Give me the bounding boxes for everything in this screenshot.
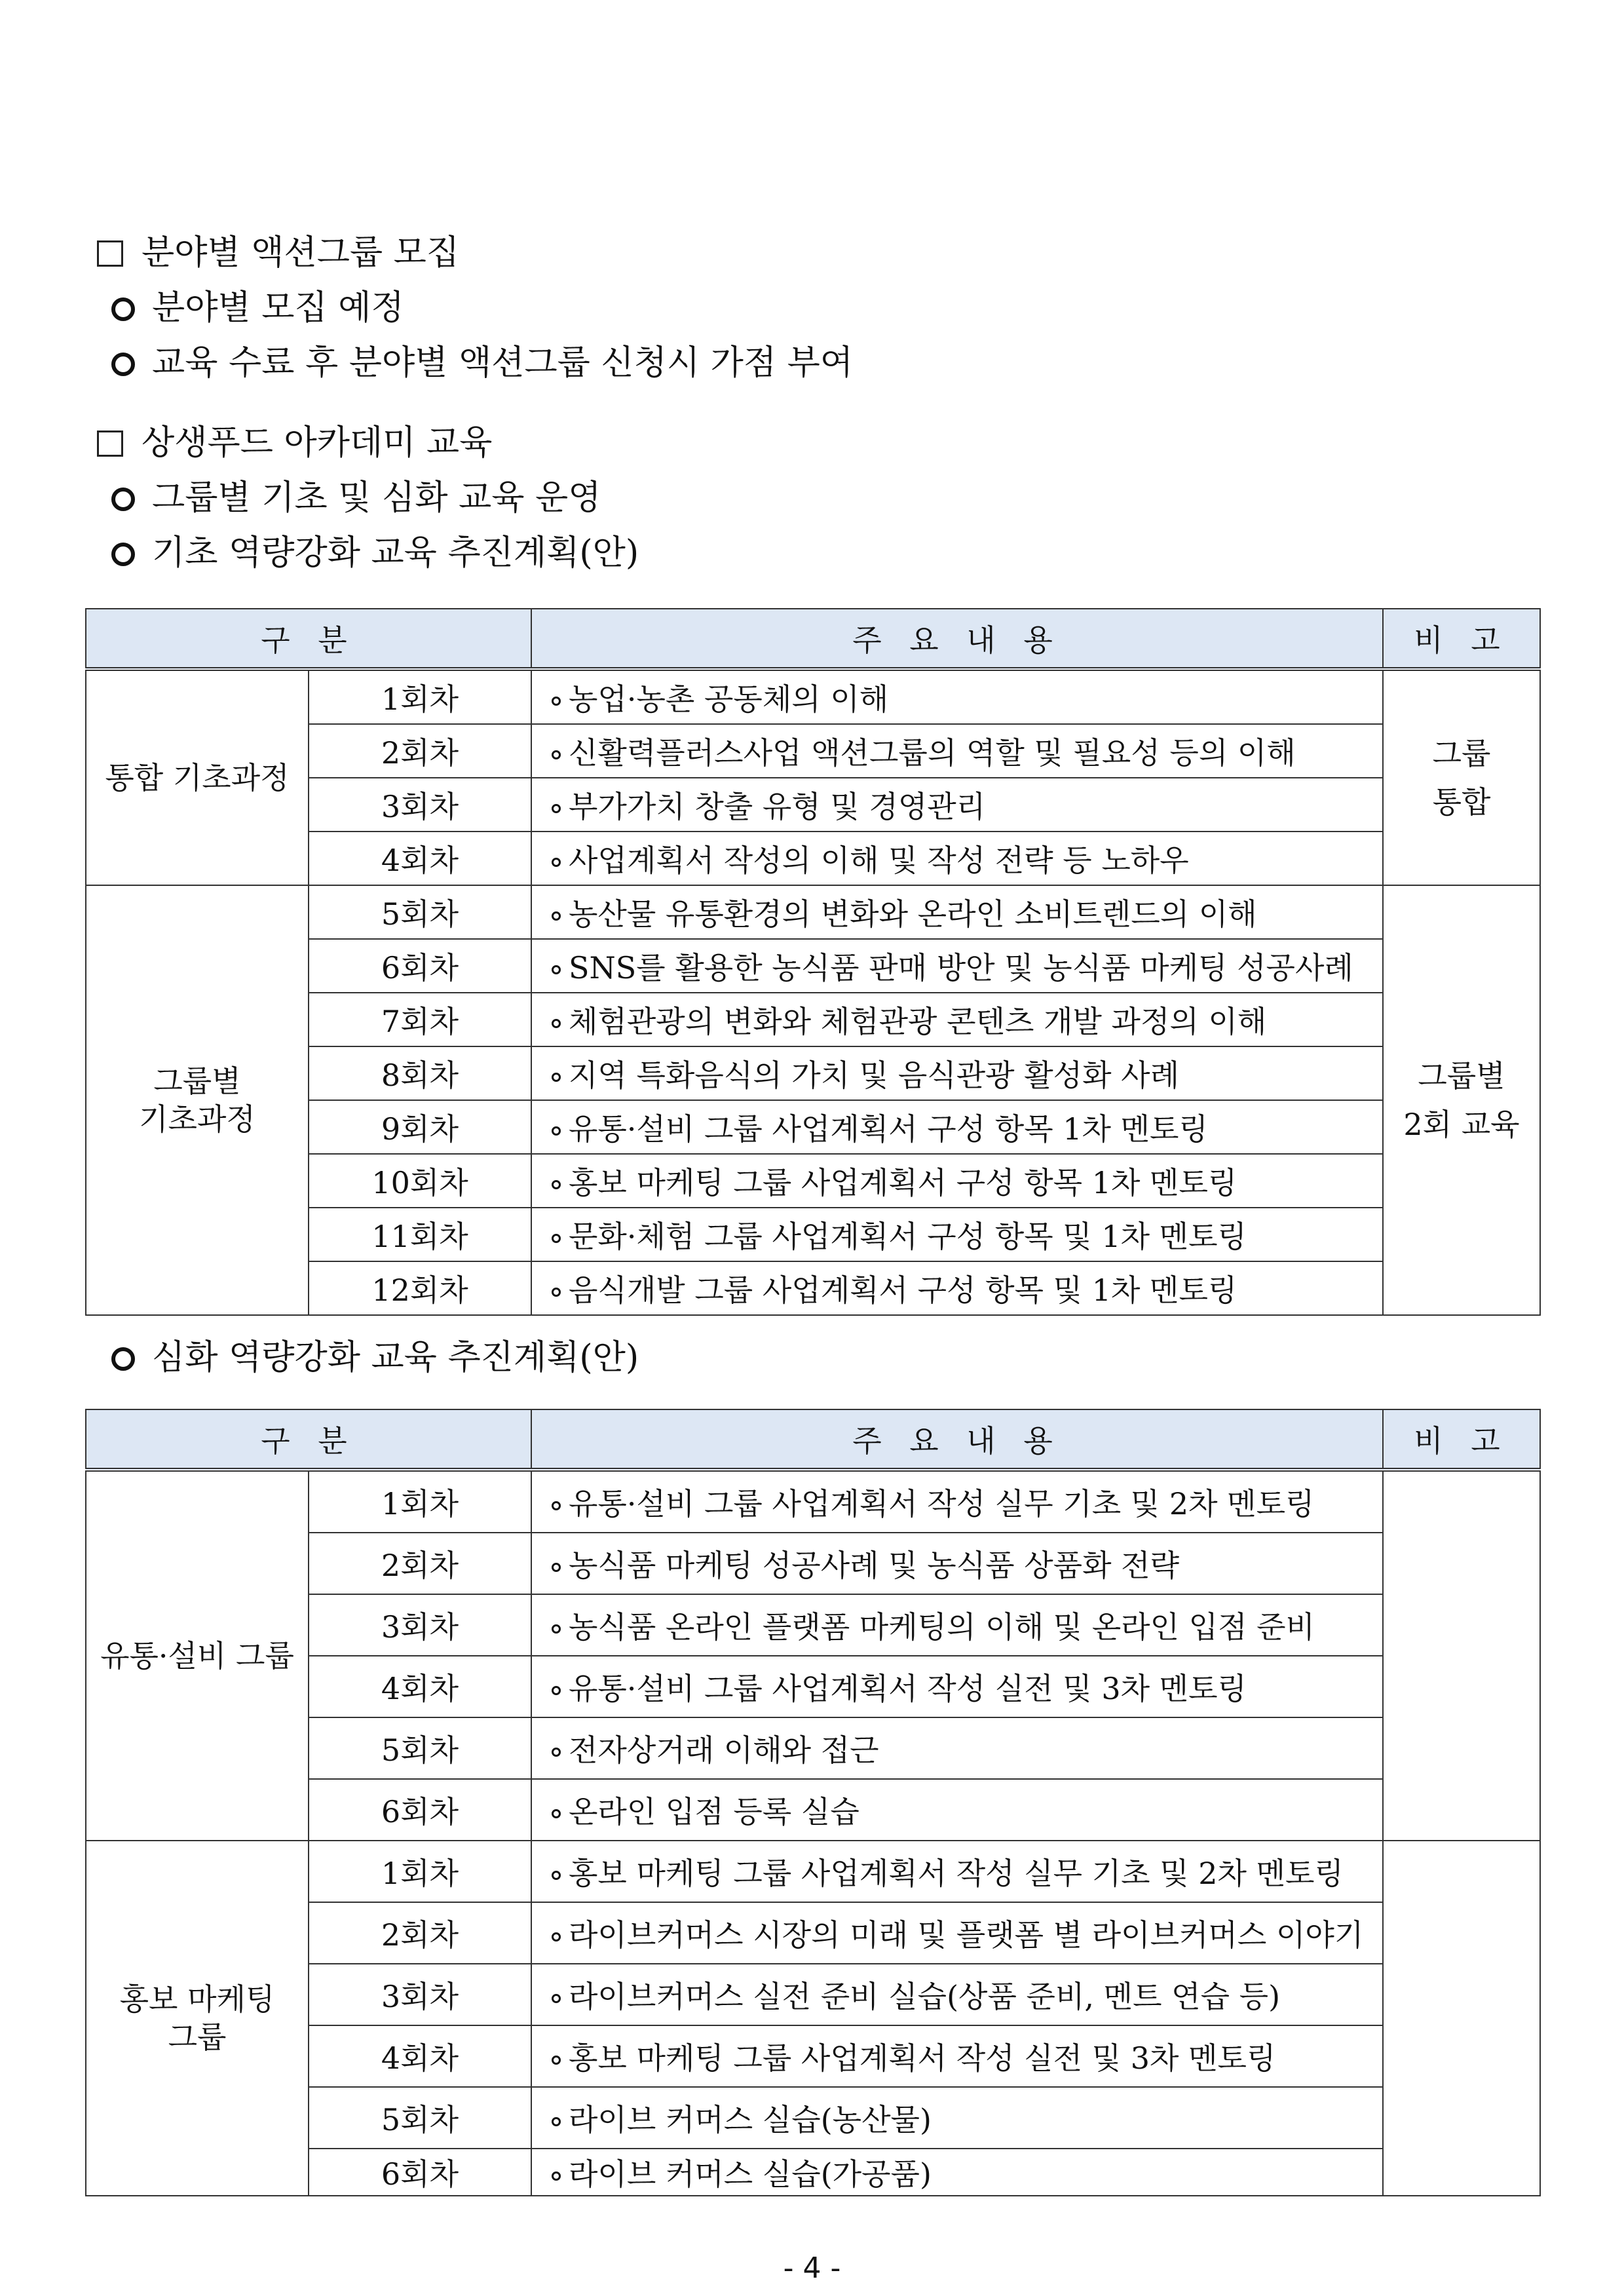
group-cell	[86, 885, 309, 1315]
group-name: 기초과정	[139, 1101, 255, 1137]
small-circle-bullet-icon	[552, 1073, 561, 1082]
header-note: 비 고	[1383, 609, 1540, 669]
session-cell: 2회차	[309, 1902, 531, 1964]
circle-bullet-icon	[111, 543, 135, 566]
small-circle-bullet-icon	[552, 1234, 561, 1243]
session-cell: 8회차	[309, 1046, 531, 1100]
small-circle-bullet-icon	[552, 1809, 561, 1818]
bullet-text: 교육 수료 후 분야별 액션그룹 신청시 가점 부여	[152, 343, 854, 383]
note-line: 그룹별	[1418, 1058, 1505, 1094]
session-cell: 9회차	[309, 1100, 531, 1154]
content-text: 농산물 유통환경의 변화와 온라인 소비트렌드의 이해	[569, 896, 1257, 932]
content-text: 농식품 온라인 플랫폼 마케팅의 이해 및 온라인 입점 준비	[569, 1609, 1315, 1645]
group-cell	[86, 669, 309, 885]
content-cell	[531, 1261, 1383, 1315]
small-circle-bullet-icon	[552, 1563, 561, 1572]
session-cell: 3회차	[309, 1594, 531, 1656]
section-heading-action-group	[97, 232, 459, 274]
session-cell: 1회차	[309, 1470, 531, 1533]
header-content: 주 요 내 용	[531, 1409, 1383, 1470]
note-line: 2회 교육	[1403, 1107, 1520, 1142]
group-name: 그룹별	[153, 1063, 241, 1099]
session-cell: 2회차	[309, 724, 531, 778]
small-circle-bullet-icon	[552, 1501, 561, 1510]
table-row	[86, 1470, 1540, 1533]
small-circle-bullet-icon	[552, 1748, 561, 1757]
content-text: 신활력플러스사업 액션그룹의 역할 및 필요성 등의 이해	[569, 735, 1296, 771]
page-number: - 4 -	[783, 2251, 841, 2285]
session-cell: 12회차	[309, 1261, 531, 1315]
content-text: 농업·농촌 공동체의 이해	[569, 681, 889, 717]
content-cell	[531, 885, 1383, 939]
group-name: 유통·설비 그룹	[100, 1638, 294, 1674]
content-cell	[531, 1779, 1383, 1841]
table-row	[86, 885, 1540, 939]
content-text: 사업계획서 작성의 이해 및 작성 전략 등 노하우	[569, 843, 1189, 878]
content-cell	[531, 724, 1383, 778]
basic-training-table	[85, 608, 1541, 1316]
session-cell: 3회차	[309, 1964, 531, 2025]
group-name: 통합 기초과정	[105, 760, 290, 795]
section-heading-text: 분야별 액션그룹 모집	[142, 233, 460, 273]
content-text: 홍보 마케팅 그룹 사업계획서 작성 실무 기초 및 2차 멘토링	[569, 1856, 1344, 1891]
session-cell: 1회차	[309, 1841, 531, 1902]
content-text: 유통·설비 그룹 사업계획서 작성 실전 및 3차 멘토링	[569, 1671, 1247, 1706]
small-circle-bullet-icon	[552, 750, 561, 759]
bullet-item	[111, 477, 601, 519]
small-circle-bullet-icon	[552, 1019, 561, 1028]
header-category: 구 분	[86, 609, 531, 669]
small-circle-bullet-icon	[552, 1180, 561, 1189]
content-cell	[531, 1717, 1383, 1779]
session-cell: 5회차	[309, 2087, 531, 2149]
group-cell	[86, 1470, 309, 1841]
small-circle-bullet-icon	[552, 1994, 561, 2003]
content-text: SNS를 활용한 농식품 판매 방안 및 농식품 마케팅 성공사례	[569, 950, 1353, 985]
section-heading-text: 상생푸드 아카데미 교육	[142, 423, 493, 463]
small-circle-bullet-icon	[552, 804, 561, 813]
content-text: 라이브커머스 실전 준비 실습(상품 준비, 멘트 연습 등)	[569, 1979, 1281, 2014]
note-cell	[1383, 669, 1540, 885]
content-cell	[531, 1208, 1383, 1261]
session-cell: 7회차	[309, 993, 531, 1046]
session-cell: 5회차	[309, 885, 531, 939]
content-cell	[531, 1533, 1383, 1594]
content-cell	[531, 1902, 1383, 1964]
content-cell	[531, 669, 1383, 724]
circle-bullet-icon	[111, 297, 135, 321]
bullet-text: 기초 역량강화 교육 추진계획(안)	[152, 533, 639, 573]
session-cell: 6회차	[309, 939, 531, 993]
content-cell	[531, 2149, 1383, 2196]
content-cell	[531, 1154, 1383, 1208]
content-text: 부가가치 창출 유형 및 경영관리	[569, 789, 986, 824]
session-cell: 4회차	[309, 1656, 531, 1717]
content-text: 유통·설비 그룹 사업계획서 구성 항목 1차 멘토링	[569, 1111, 1208, 1147]
content-text: 지역 특화음식의 가치 및 음식관광 활성화 사례	[569, 1058, 1180, 1093]
small-circle-bullet-icon	[552, 2172, 561, 2181]
content-cell	[531, 1594, 1383, 1656]
content-cell	[531, 2087, 1383, 2149]
session-cell: 4회차	[309, 2025, 531, 2087]
content-cell	[531, 1841, 1383, 1902]
note-cell	[1383, 1470, 1540, 1841]
bullet-item	[111, 1337, 639, 1379]
section-heading-academy	[97, 422, 492, 464]
small-circle-bullet-icon	[552, 1871, 561, 1880]
content-cell	[531, 1100, 1383, 1154]
small-circle-bullet-icon	[552, 858, 561, 867]
content-text: 라이브 커머스 실습(가공품)	[569, 2156, 932, 2192]
table-header-row	[86, 1409, 1540, 1470]
session-cell: 6회차	[309, 2149, 531, 2196]
content-text: 음식개발 그룹 사업계획서 구성 항목 및 1차 멘토링	[569, 1272, 1237, 1308]
content-cell	[531, 939, 1383, 993]
session-cell: 5회차	[309, 1717, 531, 1779]
bullet-text: 그룹별 기초 및 심화 교육 운영	[152, 478, 601, 518]
group-cell	[86, 1841, 309, 2196]
content-cell	[531, 1046, 1383, 1100]
small-circle-bullet-icon	[552, 1126, 561, 1136]
content-cell	[531, 2025, 1383, 2087]
content-text: 홍보 마케팅 그룹 사업계획서 작성 실전 및 3차 멘토링	[569, 2040, 1276, 2076]
session-cell: 4회차	[309, 832, 531, 885]
content-cell	[531, 1964, 1383, 2025]
bullet-item	[111, 532, 639, 574]
content-cell	[531, 778, 1383, 832]
session-cell: 6회차	[309, 1779, 531, 1841]
content-cell	[531, 1656, 1383, 1717]
table-row	[86, 1841, 1540, 1902]
content-text: 농식품 마케팅 성공사례 및 농식품 상품화 전략	[569, 1548, 1180, 1583]
table-header-row	[86, 609, 1540, 669]
bullet-text: 분야별 모집 예정	[152, 288, 404, 328]
small-circle-bullet-icon	[552, 697, 561, 706]
header-category: 구 분	[86, 1409, 531, 1470]
content-text: 전자상거래 이해와 접근	[569, 1732, 879, 1768]
header-note: 비 고	[1383, 1409, 1540, 1470]
content-text: 라이브 커머스 실습(농산물)	[569, 2102, 932, 2137]
session-cell: 3회차	[309, 778, 531, 832]
content-text: 유통·설비 그룹 사업계획서 작성 실무 기초 및 2차 멘토링	[569, 1486, 1315, 1521]
group-name: 그룹	[168, 2019, 227, 2055]
content-text: 온라인 입점 등록 실습	[569, 1794, 859, 1829]
session-cell: 10회차	[309, 1154, 531, 1208]
content-cell	[531, 1470, 1383, 1533]
bullet-item	[111, 342, 853, 384]
content-text: 홍보 마케팅 그룹 사업계획서 구성 항목 1차 멘토링	[569, 1165, 1237, 1200]
small-circle-bullet-icon	[552, 965, 561, 974]
note-line: 그룹	[1432, 736, 1491, 771]
circle-bullet-icon	[111, 353, 135, 376]
content-text: 문화·체험 그룹 사업계획서 구성 항목 및 1차 멘토링	[569, 1219, 1247, 1254]
content-cell	[531, 832, 1383, 885]
square-bullet-icon	[97, 240, 123, 267]
small-circle-bullet-icon	[552, 1686, 561, 1695]
session-cell: 1회차	[309, 669, 531, 724]
content-text: 라이브커머스 시장의 미래 및 플랫폼 별 라이브커머스 이야기	[569, 1917, 1364, 1953]
small-circle-bullet-icon	[552, 1624, 561, 1634]
note-cell	[1383, 1841, 1540, 2196]
session-cell: 2회차	[309, 1533, 531, 1594]
small-circle-bullet-icon	[552, 2117, 561, 2126]
content-cell	[531, 993, 1383, 1046]
bullet-item	[111, 287, 404, 329]
bullet-text: 심화 역량강화 교육 추진계획(안)	[152, 1338, 639, 1377]
small-circle-bullet-icon	[552, 2056, 561, 2065]
circle-bullet-icon	[111, 488, 135, 511]
small-circle-bullet-icon	[552, 911, 561, 921]
advanced-training-table	[85, 1409, 1541, 2196]
session-cell: 11회차	[309, 1208, 531, 1261]
table-row	[86, 669, 1540, 724]
group-name: 홍보 마케팅	[119, 1981, 275, 2017]
circle-bullet-icon	[111, 1347, 135, 1371]
header-content: 주 요 내 용	[531, 609, 1383, 669]
square-bullet-icon	[97, 430, 123, 457]
note-line: 통합	[1432, 784, 1491, 820]
content-text: 체험관광의 변화와 체험관광 콘텐츠 개발 과정의 이해	[569, 1004, 1267, 1039]
note-cell	[1383, 885, 1540, 1315]
small-circle-bullet-icon	[552, 1288, 561, 1297]
small-circle-bullet-icon	[552, 1932, 561, 1942]
